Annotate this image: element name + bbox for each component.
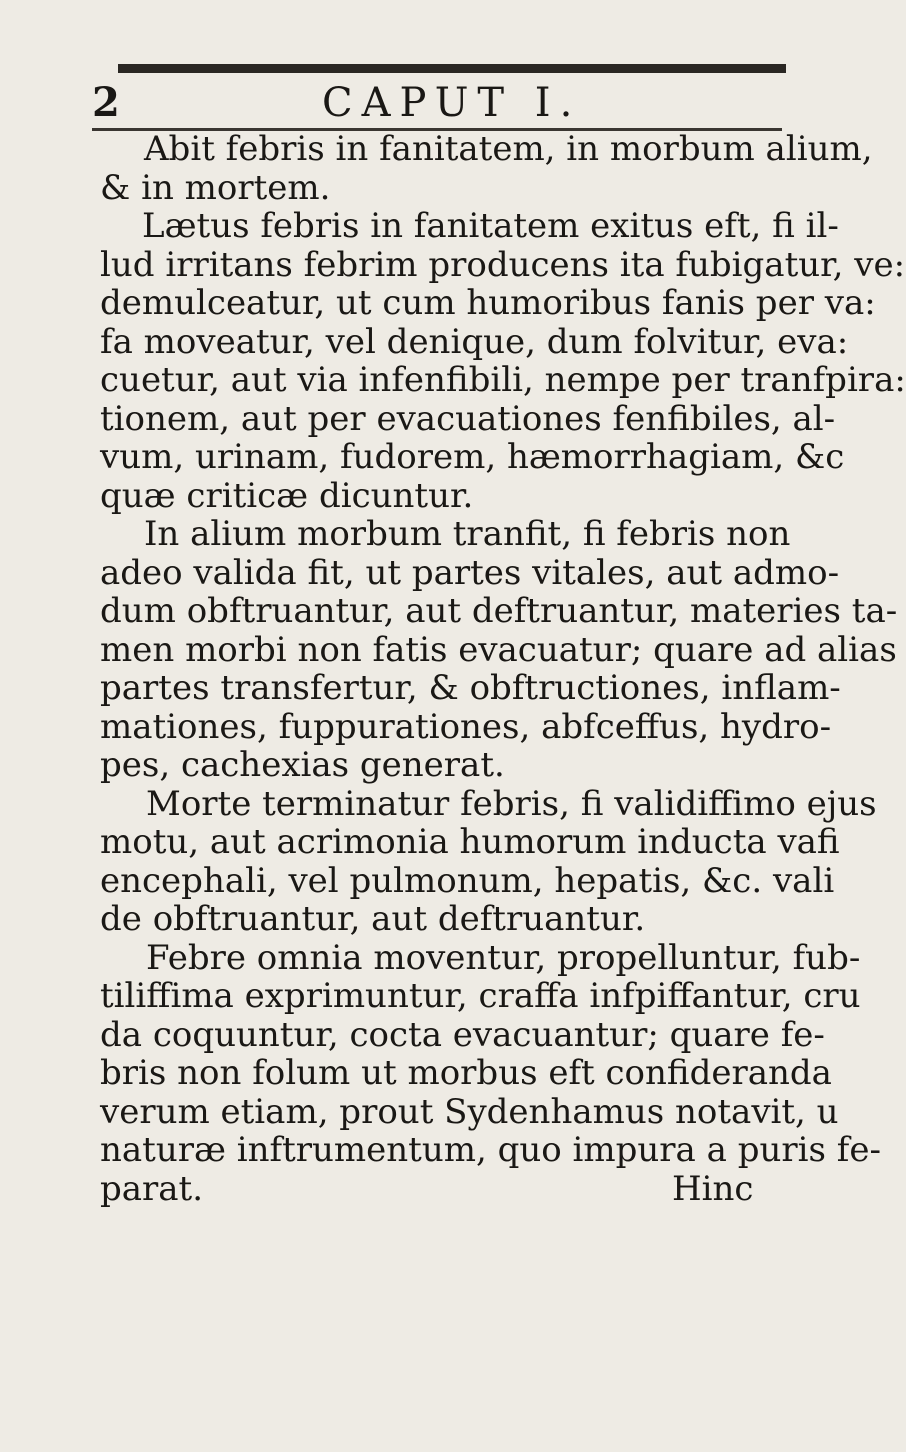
text-line: da coquuntur, cocta evacuantur; quare fe- xyxy=(100,1014,825,1055)
text-line: partes transfertur, & obftructiones, inflam- xyxy=(100,668,841,708)
header-top-rule xyxy=(118,64,786,73)
catchword: Hinc xyxy=(672,1168,754,1209)
text-line: parat. xyxy=(100,1168,204,1209)
text-line: mationes, fuppurationes, abfceffus, hydro- xyxy=(100,706,832,747)
text-line: bris non folum ut morbus eft confideranda xyxy=(100,1053,832,1093)
page-header xyxy=(92,78,792,128)
text-line: encephali, vel pulmonum, hepatis, &c. vali xyxy=(100,860,835,901)
text-line: fa moveatur, vel denique, dum folvitur, eva: xyxy=(100,321,849,362)
text-line: pes, cachexias generat. xyxy=(100,745,505,785)
text-line: adeo valida fit, ut partes vitales, aut admo- xyxy=(100,552,840,593)
page-number: 2 xyxy=(92,79,122,126)
text-line: men morbi non fatis evacuatur; quare ad alias xyxy=(100,629,897,670)
text-line: cuetur, aut via infenfibili, nempe per tranfpira: xyxy=(100,360,906,400)
text-line: demulceatur, ut cum humoribus fanis per va: xyxy=(100,283,876,323)
text-line: tiliffima exprimuntur, craffa infpiffantur, cru xyxy=(100,976,861,1016)
text-line: Morte terminatur febris, fi validiffimo ejus xyxy=(146,783,877,824)
text-line: dum obftruantur, aut deftruantur, materies ta- xyxy=(100,591,898,631)
text-line: Lætus febris in fanitatem exitus eft, fi il- xyxy=(142,206,839,246)
text-line: In alium morbum tranfit, fi febris non xyxy=(144,514,791,554)
text-line: vum, urinam, fudorem, hæmorrhagiam, &c xyxy=(100,437,845,477)
running-head: CAPUT I. xyxy=(322,80,582,126)
text-line: naturæ inftrumentum, quo impura a puris fe- xyxy=(100,1130,881,1170)
text-line: verum etiam, prout Sydenhamus notavit, u xyxy=(100,1091,839,1132)
body-text xyxy=(100,129,906,1209)
last-line xyxy=(100,1170,800,1209)
text-line: & in mortem. xyxy=(100,167,331,208)
text-line: Febre omnia moventur, propelluntur, fub- xyxy=(146,937,861,978)
text-line: motu, aut acrimonia humorum inducta vafi xyxy=(100,822,840,862)
text-line: de obftruantur, aut deftruantur. xyxy=(100,899,646,939)
text-line: lud irritans febrim producens ita fubigatur, ve: xyxy=(100,244,906,285)
text-line: tionem, aut per evacuationes fenfibiles, al- xyxy=(100,398,836,439)
text-line: Abit febris in fanitatem, in morbum alium, xyxy=(144,129,873,169)
text-line: quæ criticæ dicuntur. xyxy=(100,475,474,516)
